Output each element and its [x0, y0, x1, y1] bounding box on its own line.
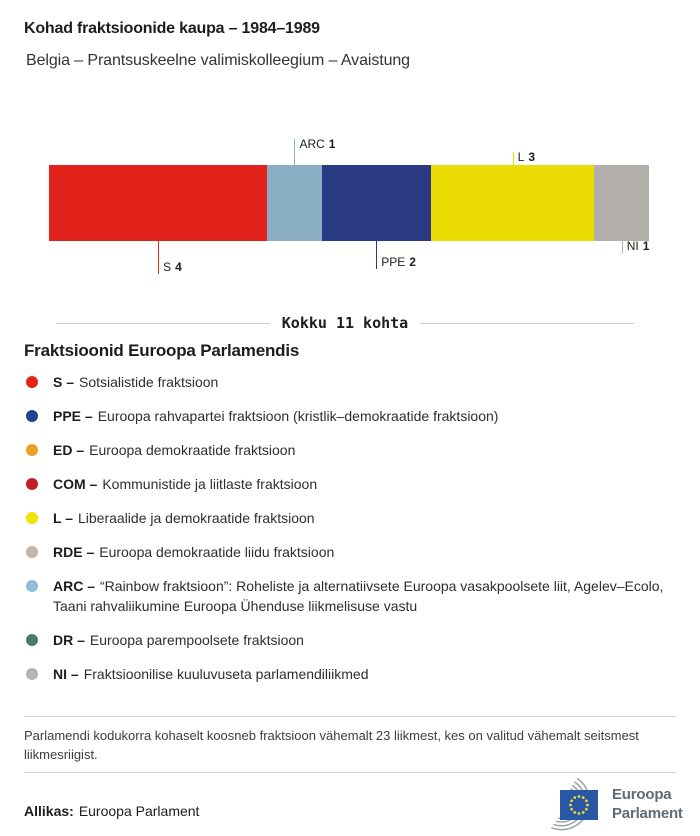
- bar-label-L: L 3: [517, 150, 535, 164]
- bar-segment-PPE: [322, 165, 431, 241]
- legend-dot-icon: [26, 668, 38, 680]
- european-parliament-logo: [524, 776, 683, 832]
- legend-item-com: [26, 474, 676, 494]
- legend-item-ni: [26, 664, 676, 684]
- logo-line1: Euroopa: [612, 786, 672, 803]
- source-line: [24, 803, 199, 819]
- footnote-divider-top: [24, 716, 676, 717]
- page-title: Kohad fraktsioonide kaupa – 1984–1989: [24, 20, 320, 37]
- tick-NI: [622, 241, 623, 253]
- legend-heading: Fraktsioonid Euroopa Parlamendis: [24, 341, 300, 360]
- bar-segment-NI: [594, 165, 649, 241]
- source-label: Allikas:: [24, 803, 74, 819]
- legend-label: NI – Fraktsioonilise kuuluvuseta parlamendiliikmed: [53, 666, 369, 682]
- bar-label-S: S 4: [163, 260, 182, 274]
- legend-label: L – Liberaalide ja demokraatide fraktsioon: [53, 510, 315, 526]
- faction-legend: [26, 372, 676, 698]
- legend-item-ppe: [26, 406, 676, 426]
- footnote-text: Parlamendi kodukorra kohaselt koosneb fraktsioon vähemalt 23 liikmest, kes on valitud vähemalt seitsmest liikmesriigist.: [24, 728, 639, 762]
- tick-PPE: [376, 241, 377, 269]
- bar-segment-S: [49, 165, 267, 241]
- total-seats-label: Kokku 11 kohta: [281, 314, 409, 332]
- legend-dot-icon: [26, 546, 38, 558]
- legend-item-arc: [26, 576, 676, 616]
- legend-label: S – Sotsialistide fraktsioon: [53, 374, 219, 390]
- tick-ARC: [294, 139, 295, 165]
- legend-item-l: [26, 508, 676, 528]
- tick-S: [158, 241, 159, 274]
- tick-L: [513, 152, 514, 165]
- parliament-hemicycle-icon: [524, 776, 606, 832]
- legend-item-ed: [26, 440, 676, 460]
- total-seats-divider: [56, 314, 634, 332]
- seat-bar-chart: [49, 139, 649, 289]
- legend-dot-icon: [26, 376, 38, 388]
- legend-label: COM – Kommunistide ja liitlaste fraktsioon: [53, 476, 318, 492]
- bar-label-PPE: PPE 2: [381, 255, 416, 269]
- logo-wordmark: [612, 785, 683, 823]
- bar-segment-ARC: [267, 165, 322, 241]
- eu-flag-icon: [560, 790, 598, 820]
- page-subtitle: Belgia – Prantsuskeelne valimiskolleegium – Avaistung: [26, 52, 410, 69]
- legend-item-dr: [26, 630, 676, 650]
- legend-dot-icon: [26, 580, 38, 592]
- legend-item-rde: [26, 542, 676, 562]
- legend-dot-icon: [26, 512, 38, 524]
- legend-item-s: [26, 372, 676, 392]
- legend-label: DR – Euroopa parempoolsete fraktsioon: [53, 632, 304, 648]
- legend-dot-icon: [26, 410, 38, 422]
- divider-line-right: [420, 323, 634, 324]
- legend-dot-icon: [26, 444, 38, 456]
- bar-label-NI: NI 1: [626, 239, 650, 253]
- bar-label-ARC: ARC 1: [299, 137, 336, 151]
- footnote-divider-bottom: [24, 772, 676, 773]
- legend-dot-icon: [26, 478, 38, 490]
- logo-line2: Parlament: [612, 805, 683, 822]
- legend-label: ARC – “Rainbow fraktsioon”: Roheliste ja alternatiivsete Euroopa vasakpoolsete liit, Agelev–Ecolo, Taani rahvaliikumine Euroopa Ühenduse liikmelisuse vastu: [53, 578, 664, 614]
- legend-label: RDE – Euroopa demokraatide liidu fraktsioon: [53, 544, 335, 560]
- legend-dot-icon: [26, 634, 38, 646]
- legend-label: PPE – Euroopa rahvapartei fraktsioon (kristlik–demokraatide fraktsioon): [53, 408, 499, 424]
- source-value: Euroopa Parlament: [78, 803, 200, 819]
- bar-segment-L: [431, 165, 595, 241]
- divider-line-left: [56, 323, 270, 324]
- legend-label: ED – Euroopa demokraatide fraktsioon: [53, 442, 296, 458]
- seat-bar: [49, 165, 649, 241]
